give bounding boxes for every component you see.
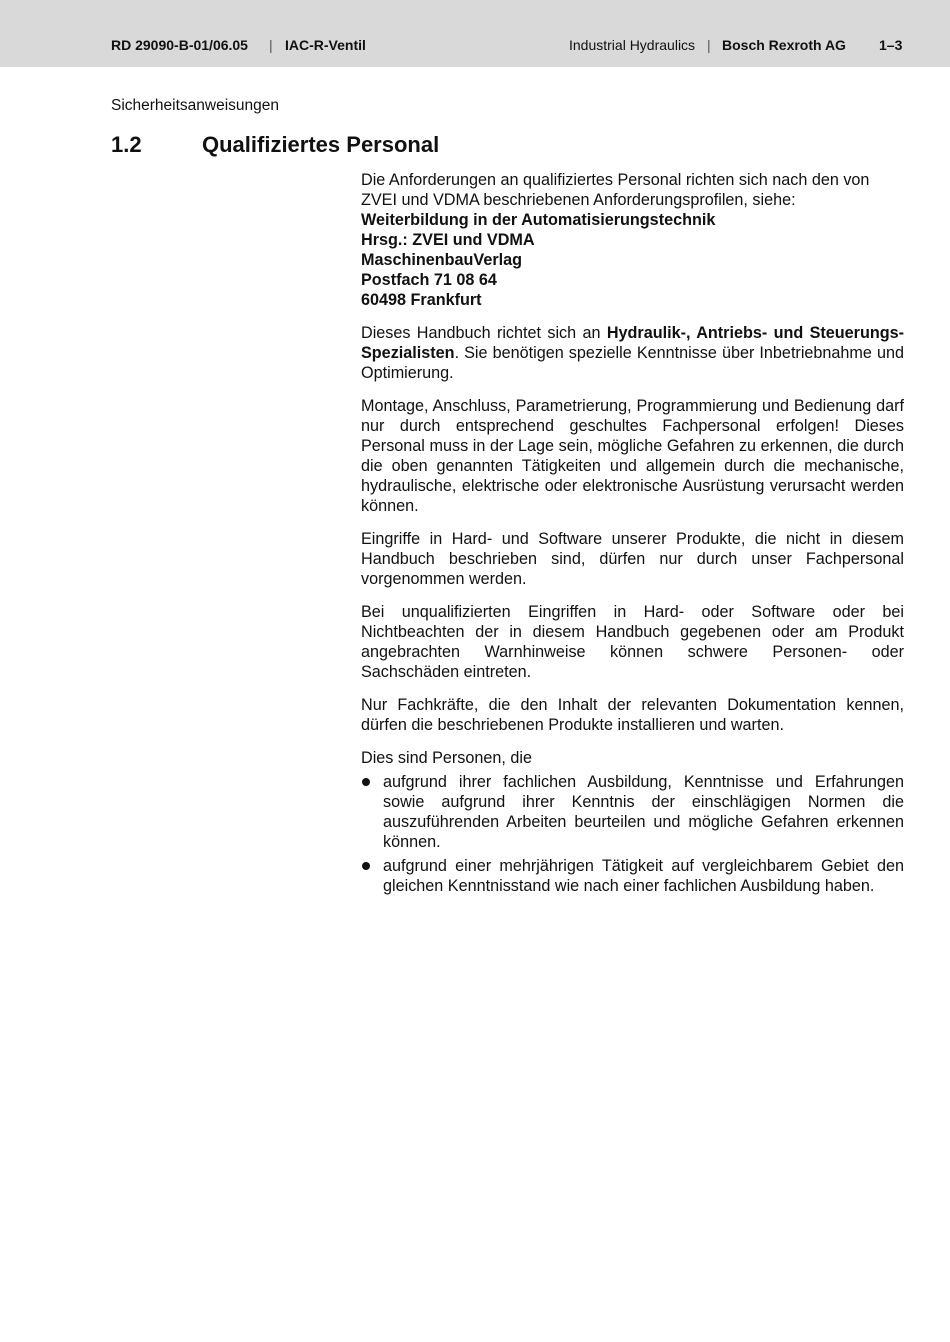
bullet-icon: [362, 778, 370, 786]
bullet-icon: [362, 862, 370, 870]
header-separator: |: [269, 37, 273, 53]
product-name: IAC-R-Ventil: [285, 37, 366, 53]
paragraph: Montage, Anschluss, Parametrierung, Programmierung und Bedienung darf nur durch entsprechend geschultes Fachpersonal erfolgen! Dieses Personal muss in der Lage sein, mögliche Gefahren zu erkennen, die durch die oben genannten Tätigkeiten und allgemein durch die mechanische, hydraulische, elektrische oder elektronische Ausrüstung verursacht werden können.: [361, 397, 904, 515]
paragraph: Eingriffe in Hard- und Software unserer Produkte, die nicht in diesem Handbuch beschrieben sind, dürfen nur durch unser Fachpersonal vorgenommen werden.: [361, 530, 904, 588]
paragraph: Bei unqualifizierten Eingriffen in Hard- oder Software oder bei Nichtbeachten der in diesem Handbuch gegebenen oder am Produkt angebrachten Warnhinweise können schwere Personen- oder Sachschäden eintreten.: [361, 603, 904, 681]
audience-text-end: . Sie benötigen spezielle Kenntnisse über Inbetriebnahme und Optimierung.: [361, 344, 904, 382]
body-text: [361, 170, 904, 900]
section-label: Sicherheitsanweisungen: [111, 97, 280, 114]
reference-line: Postfach 71 08 64: [361, 271, 497, 289]
list-item: [361, 856, 904, 896]
heading-title: Qualifiziertes Personal: [202, 132, 440, 157]
list-item-text: aufgrund ihrer fachlichen Ausbildung, Kenntnisse und Erfahrungen sowie aufgrund ihrer Kenntnis der einschlägigen Normen die auszuführenden Arbeiten beurteilen und mögliche Gefahren erkennen können.: [383, 773, 904, 851]
audience-highlight: Hydraulik-, Antriebs- und Steuerungs-Spezialisten: [361, 324, 905, 362]
intro-paragraph: [361, 170, 904, 310]
reference-line: Hrsg.: ZVEI und VDMA: [361, 231, 535, 249]
list-item: [361, 772, 904, 852]
page-header: [0, 0, 950, 67]
heading-number: 1.2: [111, 132, 142, 157]
reference-line: Weiterbildung in der Automatisierungstechnik: [361, 211, 716, 229]
audience-paragraph: [361, 323, 904, 383]
company-name: Bosch Rexroth AG: [722, 37, 846, 53]
header-separator: |: [707, 37, 711, 53]
reference-line: 60498 Frankfurt: [361, 291, 482, 309]
paragraph: Nur Fachkräfte, die den Inhalt der relevanten Dokumentation kennen, dürfen die beschriebenen Produkte installieren und warten.: [361, 696, 904, 734]
bullet-list: [361, 772, 904, 896]
doc-number: RD 29090-B-01/06.05: [111, 37, 248, 53]
audience-text: Dieses Handbuch richtet sich an: [361, 324, 607, 342]
section-heading: [111, 131, 439, 159]
page-number: 1–3: [879, 37, 903, 53]
list-item-text: aufgrund einer mehrjährigen Tätigkeit auf vergleichbarem Gebiet den gleichen Kenntnisstand wie nach einer fachlichen Ausbildung haben.: [383, 857, 904, 895]
intro-text: Die Anforderungen an qualifiziertes Personal richten sich nach den von ZVEI und VDMA beschriebenen Anforderungsprofilen, siehe:: [361, 171, 870, 209]
reference-line: MaschinenbauVerlag: [361, 251, 523, 269]
list-intro: Dies sind Personen, die: [361, 749, 532, 767]
division-name: Industrial Hydraulics: [569, 37, 696, 53]
